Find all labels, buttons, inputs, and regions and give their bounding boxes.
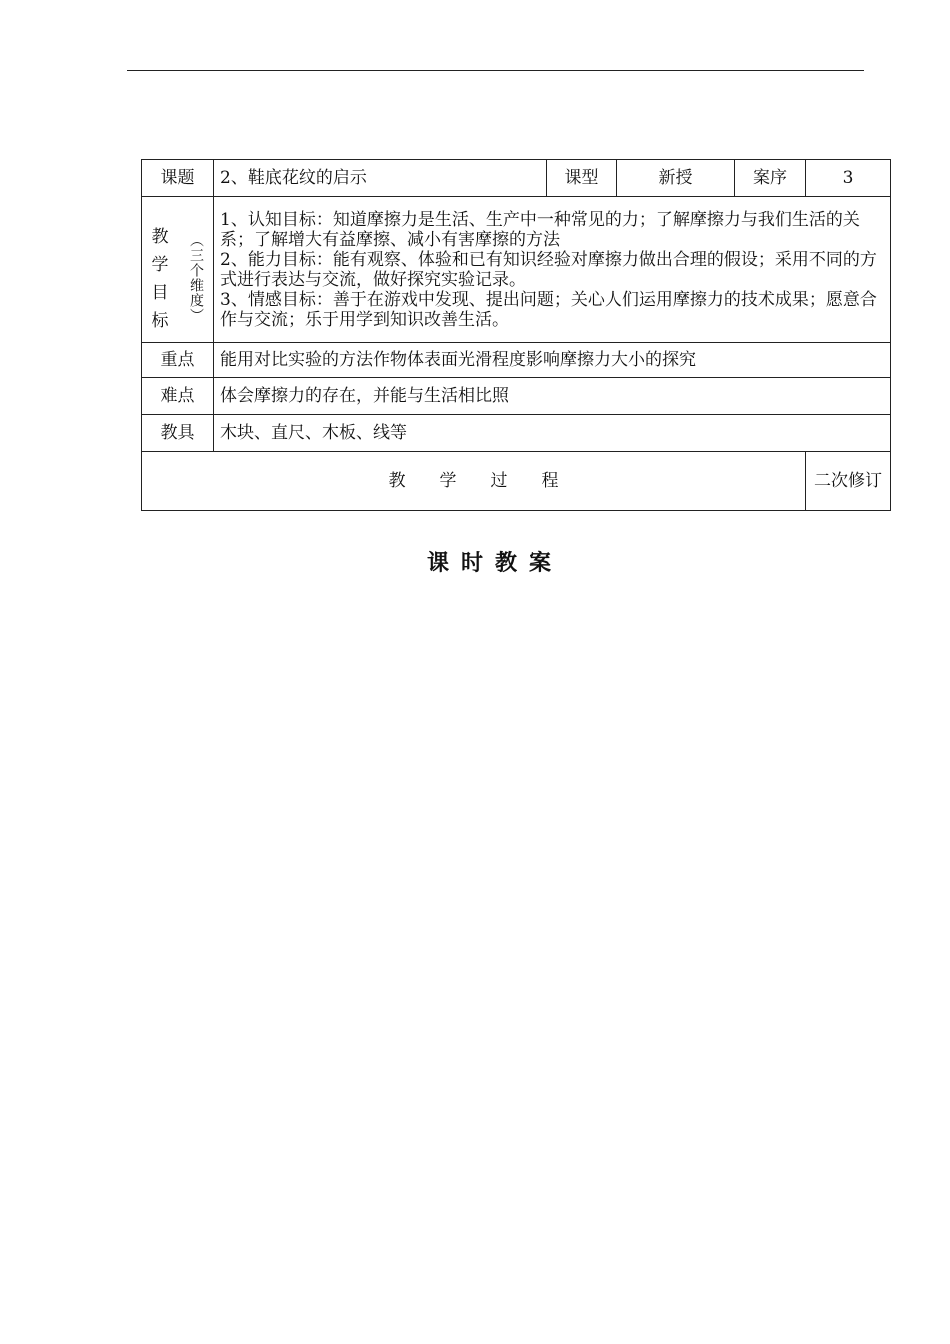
materials-label: 教具 [142,415,214,452]
difficulty-value: 体会摩擦力的存在，并能与生活相比照 [214,378,891,415]
key-point-row [142,343,891,378]
objectives-label: 教学目标 [151,226,169,331]
page-heading: 课时教案 [426,551,563,576]
type-value: 新授 [617,160,735,197]
revision-label: 二次修订 [806,452,891,511]
topic-label: 课题 [142,160,214,197]
difficulty-row [142,378,891,415]
objectives-row [142,197,891,343]
materials-value: 木块、直尺、木板、线等 [214,415,891,452]
key-point-value: 能用对比实验的方法作物体表面光滑程度影响摩擦力大小的探究 [214,343,891,378]
header-rule [127,70,864,71]
objective-cognitive: 1、认知目标：知道摩擦力是生活、生产中一种常见的力；了解摩擦力与我们生活的关系；了解增大有益摩擦、减小有害摩擦的方法 [220,209,860,250]
difficulty-label: 难点 [142,378,214,415]
sequence-label: 案序 [735,160,806,197]
lesson-plan-table [141,159,891,511]
objectives-content [214,197,891,343]
key-point-label: 重点 [142,343,214,378]
objectives-label-cell [142,197,214,343]
objective-affective: 3、情感目标：善于在游戏中发现、提出问题；关心人们运用摩擦力的技术成果；愿意合作与交流；乐于用学到知识改善生活。 [220,289,877,330]
process-title: 教学过程 [142,452,806,511]
topic-row [142,160,891,197]
type-label: 课型 [547,160,617,197]
topic-value: 2、鞋底花纹的启示 [214,160,547,197]
sequence-value: 3 [806,160,891,197]
process-row [142,452,891,511]
objectives-sublabel: （三个维度） [188,232,204,323]
materials-row [142,415,891,452]
objective-ability: 2、能力目标：能有观察、体验和已有知识经验对摩擦力做出合理的假设；采用不同的方式进行表达与交流，做好探究实验记录。 [220,249,877,290]
